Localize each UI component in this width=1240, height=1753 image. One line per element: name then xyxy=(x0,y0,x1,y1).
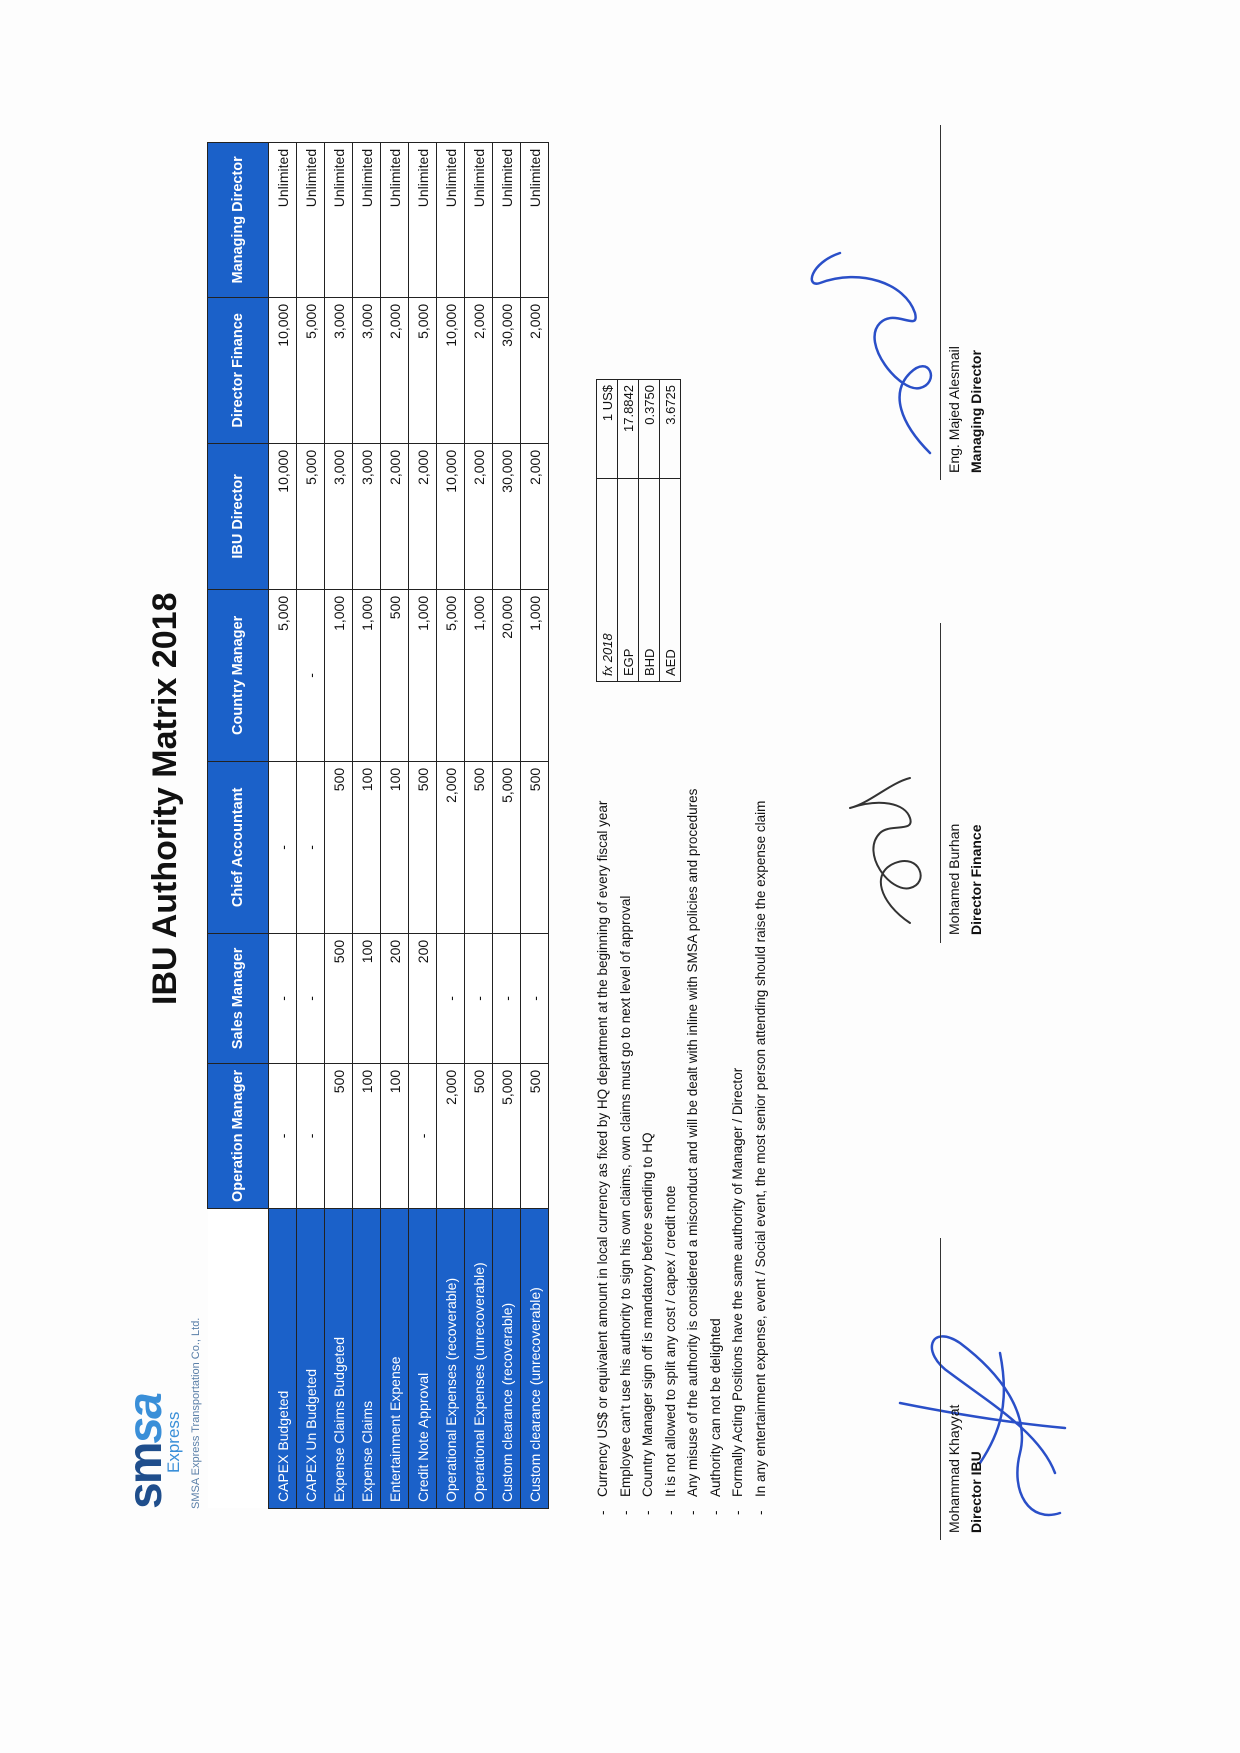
cell-sales-manager: - xyxy=(493,933,521,1063)
cell-sales-manager: 100 xyxy=(353,933,381,1063)
cell-ibu-director: 3,000 xyxy=(325,443,353,589)
note-item xyxy=(727,789,750,1519)
cell-country-manager: 1,000 xyxy=(325,589,353,761)
table-row xyxy=(325,142,353,1508)
row-label: Entertainment Expense xyxy=(381,1209,409,1509)
note-marker: - xyxy=(752,1510,768,1515)
note-marker: - xyxy=(685,1510,700,1515)
signatory-name: Mohammad Khayyat xyxy=(946,1404,962,1533)
note-item xyxy=(660,789,683,1519)
note-marker: - xyxy=(730,1510,745,1515)
signatory-title: Director IBU xyxy=(968,1451,984,1533)
row-label: Credit Note Approval xyxy=(409,1209,437,1509)
header-chief-accountant: Chief Accountant xyxy=(208,761,269,933)
fx-code: AED xyxy=(660,479,681,682)
cell-operation-manager: 100 xyxy=(353,1063,381,1208)
signature-managing-director xyxy=(780,223,960,483)
fx-rate: 3.6725 xyxy=(660,380,681,479)
cell-chief-accountant: 500 xyxy=(465,761,493,933)
signature-director-finance xyxy=(820,763,950,943)
cell-managing-director: Unlimited xyxy=(409,142,437,297)
fx-rate: 1 US$ xyxy=(597,380,618,479)
row-label: Expense Claims xyxy=(353,1209,381,1509)
cell-chief-accountant: 2,000 xyxy=(437,761,465,933)
note-marker: - xyxy=(707,1510,723,1515)
table-row xyxy=(269,142,297,1508)
cell-operation-manager: 500 xyxy=(521,1063,549,1208)
cell-operation-manager: - xyxy=(409,1063,437,1208)
fx-code: fx 2018 xyxy=(597,479,618,682)
document-title: IBU Authority Matrix 2018 xyxy=(146,592,184,1005)
table-row xyxy=(381,142,409,1508)
note-marker: - xyxy=(662,1510,678,1515)
cell-country-manager: - xyxy=(297,589,325,761)
table-row xyxy=(297,142,325,1508)
cell-operation-manager: 100 xyxy=(381,1063,409,1208)
cell-ibu-director: 10,000 xyxy=(269,443,297,589)
note-text: Formally Acting Positions have the same authority of Manager / Director xyxy=(730,1067,745,1497)
fx-rate: 17.8842 xyxy=(618,380,639,479)
table-row xyxy=(493,142,521,1508)
cell-managing-director: Unlimited xyxy=(465,142,493,297)
fx-row xyxy=(597,380,618,682)
fx-row xyxy=(639,380,660,682)
row-label: Custom clearance (unrecoverable) xyxy=(521,1209,549,1509)
cell-managing-director: Unlimited xyxy=(381,142,409,297)
cell-operation-manager: 500 xyxy=(465,1063,493,1208)
fx-code: EGP xyxy=(618,479,639,682)
cell-chief-accountant: - xyxy=(269,761,297,933)
cell-chief-accountant: 100 xyxy=(381,761,409,933)
cell-sales-manager: 200 xyxy=(381,933,409,1063)
cell-director-finance: 10,000 xyxy=(269,297,297,443)
cell-managing-director: Unlimited xyxy=(521,142,549,297)
cell-country-manager: 1,000 xyxy=(409,589,437,761)
cell-country-manager: 1,000 xyxy=(521,589,549,761)
signature-line xyxy=(940,125,941,480)
note-text: In any entertainment expense, event / Social event, the most senior person attending should raise the expense claim xyxy=(752,800,768,1497)
note-item xyxy=(682,789,705,1519)
header-managing-director: Managing Director xyxy=(208,142,269,297)
note-item xyxy=(750,789,773,1519)
cell-operation-manager: - xyxy=(269,1063,297,1208)
fx-rates-table xyxy=(596,379,681,682)
fx-rate: 0.3750 xyxy=(639,380,660,479)
logo-company-name: SMSA Express Transportation Co., Ltd. xyxy=(190,1317,202,1509)
signature-line xyxy=(940,1238,941,1540)
header-director-finance: Director Finance xyxy=(208,297,269,443)
cell-chief-accountant: 500 xyxy=(409,761,437,933)
cell-director-finance: 10,000 xyxy=(437,297,465,443)
cell-country-manager: 5,000 xyxy=(269,589,297,761)
note-item xyxy=(637,789,660,1519)
cell-operation-manager: 5,000 xyxy=(493,1063,521,1208)
fx-row xyxy=(660,380,681,682)
cell-ibu-director: 2,000 xyxy=(521,443,549,589)
cell-sales-manager: - xyxy=(269,933,297,1063)
header-ibu-director: IBU Director xyxy=(208,443,269,589)
cell-director-finance: 2,000 xyxy=(381,297,409,443)
cell-operation-manager: 500 xyxy=(325,1063,353,1208)
header-sales-manager: Sales Manager xyxy=(208,933,269,1063)
cell-sales-manager: - xyxy=(465,933,493,1063)
cell-ibu-director: 2,000 xyxy=(409,443,437,589)
cell-operation-manager: 2,000 xyxy=(437,1063,465,1208)
cell-director-finance: 2,000 xyxy=(521,297,549,443)
cell-director-finance: 5,000 xyxy=(409,297,437,443)
note-text: Currency US$ or equivalent amount in local currency as fixed by HQ department at the beginning of every fiscal year xyxy=(595,800,610,1497)
signatory-name: Eng. Majed Alesmail xyxy=(946,346,962,473)
table-row xyxy=(353,142,381,1508)
cell-managing-director: Unlimited xyxy=(325,142,353,297)
cell-director-finance: 30,000 xyxy=(493,297,521,443)
cell-managing-director: Unlimited xyxy=(493,142,521,297)
cell-ibu-director: 2,000 xyxy=(465,443,493,589)
note-marker: - xyxy=(617,1510,633,1515)
cell-managing-director: Unlimited xyxy=(353,142,381,297)
table-header-row xyxy=(208,142,269,1508)
note-text: Employee can't use his authority to sign his own claims, own claims must go to next level of approval xyxy=(617,895,633,1497)
cell-managing-director: Unlimited xyxy=(269,142,297,297)
table-row xyxy=(437,142,465,1508)
cell-operation-manager: - xyxy=(297,1063,325,1208)
cell-ibu-director: 3,000 xyxy=(353,443,381,589)
table-row xyxy=(409,142,437,1508)
cell-chief-accountant: - xyxy=(297,761,325,933)
row-label: Expense Claims Budgeted xyxy=(325,1209,353,1509)
note-marker: - xyxy=(640,1510,655,1515)
cell-ibu-director: 5,000 xyxy=(297,443,325,589)
cell-chief-accountant: 100 xyxy=(353,761,381,933)
cell-sales-manager: 200 xyxy=(409,933,437,1063)
cell-director-finance: 2,000 xyxy=(465,297,493,443)
cell-sales-manager: - xyxy=(297,933,325,1063)
cell-country-manager: 20,000 xyxy=(493,589,521,761)
fx-code: BHD xyxy=(639,479,660,682)
note-item xyxy=(592,789,615,1519)
cell-chief-accountant: 500 xyxy=(325,761,353,933)
cell-managing-director: Unlimited xyxy=(297,142,325,297)
authority-matrix-table xyxy=(207,142,549,1509)
row-label: CAPEX Un Budgeted xyxy=(297,1209,325,1509)
note-text: Country Manager sign off is mandatory before sending to HQ xyxy=(640,1132,655,1497)
logo-express: Express xyxy=(164,1411,183,1473)
cell-chief-accountant: 500 xyxy=(521,761,549,933)
cell-sales-manager: - xyxy=(521,933,549,1063)
cell-country-manager: 5,000 xyxy=(437,589,465,761)
smsa-logo xyxy=(120,1179,210,1509)
row-label: Operational Expenses (recoverable) xyxy=(437,1209,465,1509)
note-item xyxy=(705,789,728,1519)
fx-row xyxy=(618,380,639,682)
note-item xyxy=(615,789,638,1519)
table-row xyxy=(465,142,493,1508)
logo-mark-sm: sm xyxy=(119,1443,172,1509)
cell-country-manager: 1,000 xyxy=(353,589,381,761)
note-marker: - xyxy=(595,1510,610,1515)
signature-line xyxy=(940,623,941,943)
cell-managing-director: Unlimited xyxy=(437,142,465,297)
cell-ibu-director: 10,000 xyxy=(437,443,465,589)
cell-country-manager: 1,000 xyxy=(465,589,493,761)
cell-country-manager: 500 xyxy=(381,589,409,761)
cell-director-finance: 3,000 xyxy=(325,297,353,443)
table-row xyxy=(521,142,549,1508)
cell-ibu-director: 30,000 xyxy=(493,443,521,589)
logo-mark-sa: sa xyxy=(119,1394,172,1444)
note-text: It is not allowed to split any cost / capex / credit note xyxy=(662,1185,678,1497)
cell-director-finance: 5,000 xyxy=(297,297,325,443)
cell-chief-accountant: 5,000 xyxy=(493,761,521,933)
cell-ibu-director: 2,000 xyxy=(381,443,409,589)
row-label: Custom clearance (recoverable) xyxy=(493,1209,521,1509)
row-label: Operational Expenses (unrecoverable) xyxy=(465,1209,493,1509)
signatory-name: Mohamed Burhan xyxy=(946,823,962,935)
header-corner xyxy=(208,1209,269,1509)
cell-sales-manager: 500 xyxy=(325,933,353,1063)
header-operation-manager: Operation Manager xyxy=(208,1063,269,1208)
cell-director-finance: 3,000 xyxy=(353,297,381,443)
header-country-manager: Country Manager xyxy=(208,589,269,761)
cell-sales-manager: - xyxy=(437,933,465,1063)
signatory-title: Director Finance xyxy=(968,824,984,935)
note-text: Authority can not be delighted xyxy=(707,1318,723,1497)
signatory-title: Managing Director xyxy=(968,350,984,473)
notes-list xyxy=(592,789,772,1519)
row-label: CAPEX Budgeted xyxy=(269,1209,297,1509)
note-text: Any misuse of the authority is considered a misconduct and will be dealt with inline with SMSA policies and procedures xyxy=(685,788,700,1497)
